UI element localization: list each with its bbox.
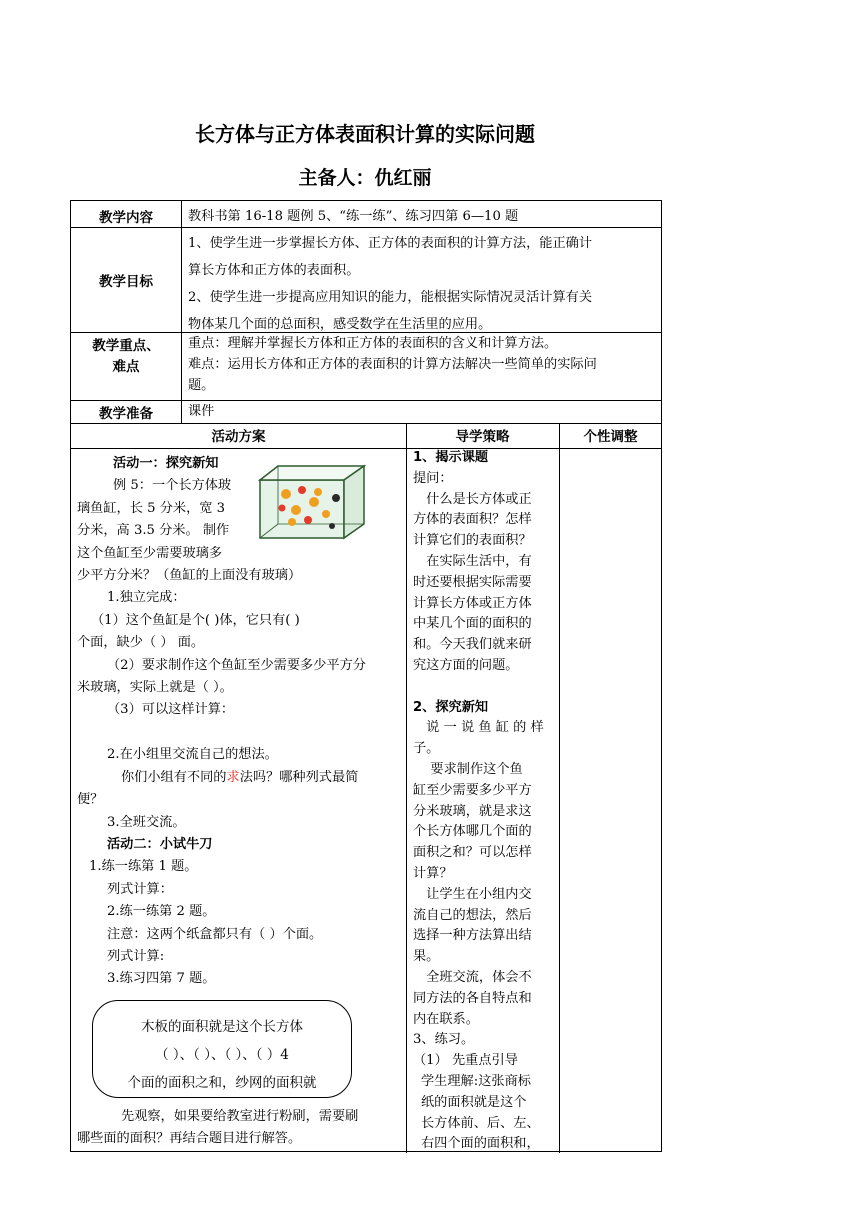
question-2-cont: 米玻璃，实际上就是（ ）。 — [77, 680, 233, 696]
label-focus-line2: 难点 — [112, 359, 140, 375]
strategy-line: 提问： — [413, 470, 453, 486]
closing-line: 先观察，如果要给教室进行粉刷，需要刷 — [121, 1109, 359, 1124]
question-3: （3）可以这样计算： — [107, 702, 235, 718]
content-text: 教科书第 16-18 题例 5、“练一练”、练习四第 6—10 题 — [188, 209, 519, 224]
callout-line: 木板的面积就是这个长方体 — [141, 1019, 303, 1035]
strategy-line: 内在联系。 — [413, 1011, 479, 1027]
strategy-column — [413, 448, 555, 1155]
strategy-line: 说 一 说 鱼 缸 的 样 — [413, 720, 544, 736]
strategy-line: 在实际生活中，有 — [413, 553, 532, 569]
strategy-line: 全班交流，体会不 — [413, 969, 532, 985]
header-plan: 活动方案 — [211, 429, 266, 445]
activity1-title: 活动一：探究新知 — [113, 456, 219, 471]
example-line: 这个鱼缸至少需要玻璃多 — [77, 545, 223, 561]
strategy-heading-2: 2、探究新知 — [413, 699, 489, 715]
strategy-line: （1） 先重点引导 — [413, 1053, 518, 1069]
callout-line: 个面的面积之和，纱网的面积就 — [127, 1075, 317, 1091]
practice-1: 1.练一练第 1 题。 — [89, 859, 198, 875]
goal-line: 2、使学生进一步提高应用知识的能力，能根据实际情况灵活计算有关 — [188, 290, 593, 305]
header-adjust: 个性调整 — [583, 429, 638, 445]
strategy-line: 中某几个面的面积的 — [413, 616, 532, 632]
strategy-line: 同方法的各自特点和 — [413, 990, 532, 1006]
practice-3: 3.练习四第 7 题。 — [107, 971, 216, 987]
prep-text: 课件 — [188, 404, 215, 419]
example-line: 璃鱼缸，长 5 分米，宽 3 — [77, 500, 226, 516]
label-goals: 教学目标 — [99, 274, 153, 290]
callout-line: （ ）、（ ）、（ ）、（ ）4 — [155, 1047, 289, 1063]
activity2-title: 活动二：小试牛刀 — [107, 836, 213, 852]
strategy-line: 3、练习。 — [413, 1032, 475, 1048]
strategy-line: 分米玻璃，就是求这 — [413, 803, 532, 819]
focus-line: 重点：理解并掌握长方体和正方体的表面积的含义和计算方法。 — [188, 336, 558, 351]
strategy-line: 选择一种方法算出结 — [413, 928, 532, 944]
discussion-cont: 便？ — [77, 792, 104, 808]
focus-line: 题。 — [188, 378, 215, 393]
closing-line: 哪些面的面积？再结合题目进行解答。 — [77, 1131, 302, 1146]
strategy-line: 方体的表面积？怎样 — [413, 512, 532, 528]
step-3: 3.全班交流。 — [107, 814, 186, 830]
question-2: （2）要求制作这个鱼缸至少需要多少平方分 — [107, 657, 366, 673]
goal-line: 物体某几个面的总面积，感受数学在生活里的应用。 — [188, 317, 492, 332]
label-content: 教学内容 — [99, 210, 153, 226]
header-strategy: 导学策略 — [455, 429, 510, 445]
strategy-line: 面积之和？可以怎样 — [413, 845, 532, 861]
highlight-char: 求 — [226, 769, 240, 785]
label-focus — [71, 336, 181, 378]
strategy-line: 缸至少需要多少平方 — [413, 782, 532, 798]
question-1: （1）这个鱼缸是个( )体，它只有( ) — [91, 612, 300, 628]
strategy-heading-1: 1、揭示课题 — [413, 450, 489, 465]
strategy-line: 果。 — [413, 949, 440, 965]
step-1: 1.独立完成： — [107, 590, 186, 606]
document-title: 长方体与正方体表面积计算的实际问题 — [195, 122, 535, 146]
example-line: 少平方分米？（鱼缸的上面没有玻璃） — [77, 568, 302, 584]
strategy-line: 子。 — [413, 741, 440, 757]
example-line: 分米，高 3.5 分米。 制作 — [77, 523, 230, 539]
practice-2-formula: 列式计算: — [107, 948, 165, 964]
strategy-line: 个长方体哪几个面的 — [413, 824, 532, 840]
strategy-line: 流自己的想法，然后 — [413, 907, 532, 923]
closing-text — [77, 1106, 403, 1150]
strategy-line: 长方体前、后、左、 — [421, 1115, 540, 1131]
author-line: 主备人：仇红丽 — [298, 167, 432, 189]
practice-1-formula: 列式计算： — [107, 881, 173, 897]
focus-text — [188, 333, 658, 396]
label-focus-line1: 教学重点、 — [92, 338, 160, 354]
goals-text — [188, 230, 658, 338]
practice-2-note: 注意：这两个纸盒都只有（ ）个面。 — [107, 926, 323, 942]
strategy-line: 右四个面的面积和， — [421, 1136, 540, 1152]
strategy-line: 时还要根据实际需要 — [413, 574, 532, 590]
label-prep: 教学准备 — [99, 406, 153, 422]
strategy-line: 计算它们的表面积？ — [413, 533, 532, 549]
discussion-text: 法吗？哪种列式最简 — [239, 769, 359, 785]
strategy-line: 和。今天我们就来研 — [413, 637, 532, 653]
goal-line: 算长方体和正方体的表面积。 — [188, 263, 360, 278]
example-line: 例 5：一个长方体玻 — [113, 478, 232, 494]
fish-tank-image — [256, 462, 368, 542]
goal-line: 1、使学生进一步掌握长方体、正方体的表面积的计算方法，能正确计 — [188, 236, 593, 251]
strategy-line: 纸的面积就是这个 — [421, 1094, 527, 1110]
callout-box — [92, 1000, 352, 1098]
step-2: 2.在小组里交流自己的想法。 — [107, 747, 278, 763]
focus-line: 难点：运用长方体和正方体的表面积的计算方法解决一些简单的实际问 — [188, 357, 597, 372]
discussion-question — [77, 767, 403, 789]
strategy-line: 要求制作这个鱼 — [413, 761, 523, 777]
strategy-line: 让学生在小组内交 — [413, 886, 532, 902]
strategy-line: 计算？ — [413, 865, 453, 881]
practice-2: 2.练一练第 2 题。 — [107, 904, 216, 920]
strategy-line: 什么是长方体或正 — [413, 491, 532, 507]
question-1-cont: 个面，缺少（ ） 面。 — [77, 635, 205, 651]
strategy-line: 计算长方体或正方体 — [413, 595, 532, 611]
strategy-line: 究这方面的问题。 — [413, 657, 519, 673]
discussion-text: 你们小组有不同的 — [121, 769, 227, 785]
strategy-line: 学生理解:这张商标 — [421, 1073, 531, 1089]
